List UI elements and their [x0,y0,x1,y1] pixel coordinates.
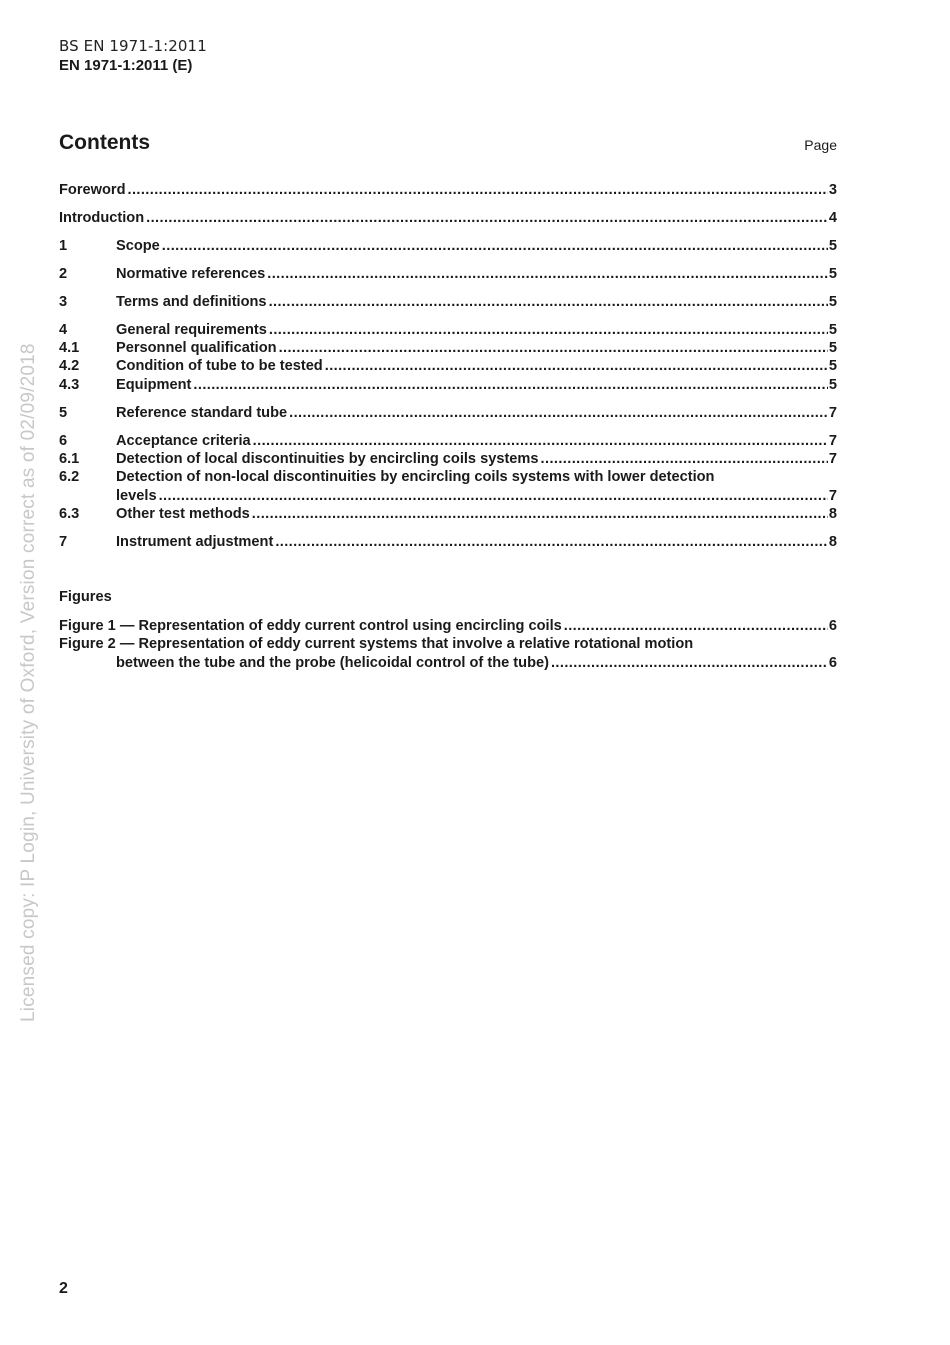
toc-leader [541,450,828,469]
document-id-en: EN 1971-1:2011 (E) [59,57,193,74]
toc-entry-number: 4.3 [59,377,80,393]
toc-entry-3[interactable] [59,293,837,312]
toc-entry-title: Instrument adjustment [116,534,274,550]
toc-entry-6-1[interactable] [59,450,837,469]
toc-leader [127,181,827,200]
toc-entry-page: 5 [828,322,837,338]
toc-entry-number: 4 [59,322,68,338]
toc-entry-4[interactable] [59,321,837,340]
figure-entry-title: Figure 2 — Representation of eddy current systems that involve a relative rotational motion [59,636,694,652]
toc-entry-foreword[interactable] [59,181,837,200]
toc-entry-page: 5 [828,377,837,393]
figure-entry-title-continued: between the tube and the probe (helicoidal control of the tube) [116,655,549,671]
toc-entry-page: 7 [828,405,837,421]
toc-leader [146,209,828,228]
toc-entry-page: 5 [828,238,837,254]
contents-title: Contents [59,131,150,154]
toc-leader [564,617,828,636]
page-column-label: Page [804,137,837,153]
toc-entry-title: Personnel qualification [116,340,277,356]
figures-heading: Figures [59,589,112,605]
toc-leader [252,505,828,524]
toc-entry-title: Condition of tube to be tested [116,358,323,374]
toc-entry-1[interactable] [59,237,837,256]
toc-entry-4-1[interactable] [59,339,837,358]
toc-leader [275,533,828,552]
page-number: 2 [59,1280,68,1297]
toc-entry-number: 6 [59,433,68,449]
toc-entry-number: 1 [59,238,68,254]
figure-entry-2-continued[interactable] [59,654,837,673]
toc-leader [325,357,828,376]
toc-entry-page: 3 [828,182,837,198]
toc-entry-6[interactable] [59,432,837,451]
toc-entry-page: 4 [828,210,837,226]
license-watermark: Licensed copy: IP Login, University of Oxford, Version correct as of 02/09/2018 [18,343,39,1022]
toc-leader [269,321,828,340]
toc-entry-number: 3 [59,294,68,310]
toc-entry-title-continued: levels [116,488,157,504]
toc-entry-6-2[interactable] [59,468,837,487]
toc-entry-number: 6.2 [59,469,80,485]
toc-entry-title: Acceptance criteria [116,433,251,449]
figure-entry-2[interactable] [59,635,837,654]
toc-entry-title: Detection of local discontinuities by encircling coils systems [116,451,539,467]
toc-entry-title: Equipment [116,377,192,393]
toc-entry-page: 5 [828,294,837,310]
toc-entry-title: Foreword [59,182,126,198]
toc-entry-page: 5 [828,358,837,374]
toc-entry-title: General requirements [116,322,267,338]
toc-entry-2[interactable] [59,265,837,284]
toc-entry-title: Normative references [116,266,266,282]
figure-entry-page: 6 [828,655,837,671]
toc-entry-introduction[interactable] [59,209,837,228]
toc-entry-4-2[interactable] [59,357,837,376]
toc-entry-5[interactable] [59,404,837,423]
toc-entry-page: 8 [828,506,837,522]
toc-entry-page: 7 [828,451,837,467]
toc-entry-6-3[interactable] [59,505,837,524]
toc-leader [269,293,828,312]
toc-entry-page: 5 [828,266,837,282]
toc-leader [253,432,828,451]
toc-entry-7[interactable] [59,533,837,552]
toc-leader [159,487,828,506]
toc-entry-page: 7 [828,433,837,449]
toc-entry-title: Scope [116,238,160,254]
figure-entry-page: 6 [828,618,837,634]
toc-entry-page: 7 [828,488,837,504]
toc-entry-title: Detection of non-local discontinuities by encircling coils systems with lower detection [116,469,715,485]
toc-entry-title: Reference standard tube [116,405,288,421]
toc-entry-number: 2 [59,266,68,282]
toc-entry-number: 6.3 [59,506,80,522]
figure-entry-1[interactable] [59,617,837,636]
toc-entry-number: 7 [59,534,68,550]
toc-leader [279,339,828,358]
toc-entry-number: 4.1 [59,340,80,356]
toc-entry-number: 6.1 [59,451,80,467]
toc-entry-title: Other test methods [116,506,250,522]
toc-entry-number: 5 [59,405,68,421]
toc-entry-page: 8 [828,534,837,550]
toc-entry-title: Introduction [59,210,145,226]
toc-entry-page: 5 [828,340,837,356]
toc-leader [162,237,828,256]
document-id: BS EN 1971-1:2011 [59,37,207,55]
figure-entry-title: Figure 1 — Representation of eddy current control using encircling coils [59,618,562,634]
toc-entry-4-3[interactable] [59,376,837,395]
toc-entry-title: Terms and definitions [116,294,267,310]
toc-leader [551,654,828,673]
toc-leader [267,265,828,284]
toc-entry-number: 4.2 [59,358,80,374]
toc-leader [193,376,827,395]
contents-title-row [59,131,837,159]
toc-entry-6-2-continued[interactable] [59,487,837,506]
toc-leader [289,404,828,423]
